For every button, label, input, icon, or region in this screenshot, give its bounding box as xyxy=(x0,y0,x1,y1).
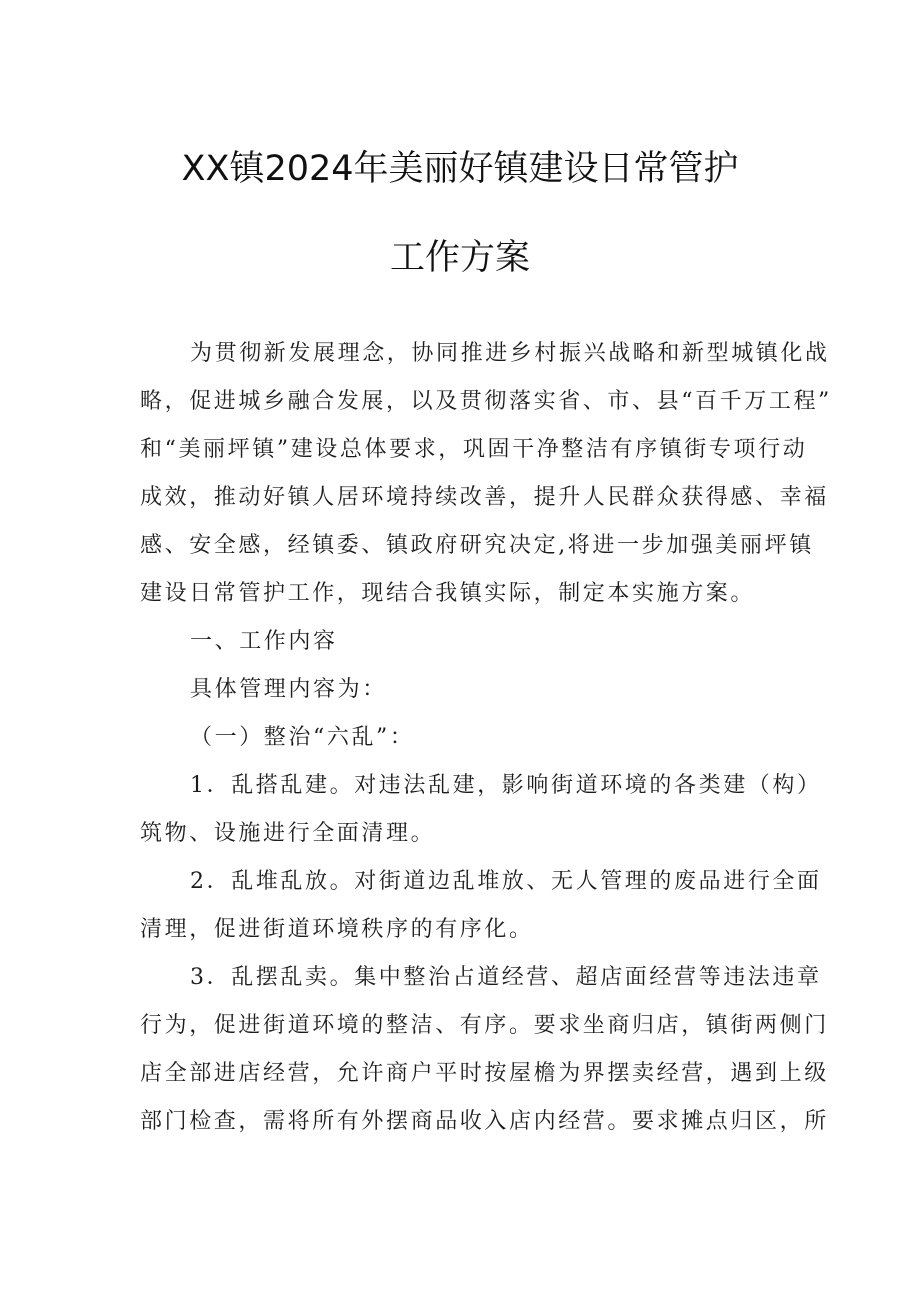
text-line: 筑物、设施进行全面清理。 xyxy=(140,821,436,846)
text-line: 行为，促进街道环境的整洁、有序。要求坐商归店，镇街两侧门 xyxy=(140,1013,829,1038)
document-body xyxy=(140,330,832,1146)
item-2-paragraph xyxy=(140,858,822,954)
text-line: 部门检查，需将所有外摆商品收入店内经营。要求摊点归区，所 xyxy=(140,1109,829,1134)
text-line: 店全部进店经营，允许商户平时按屋檐为界摆卖经营，遇到上级 xyxy=(140,1061,829,1086)
item-3-paragraph xyxy=(140,954,829,1146)
item-1-paragraph xyxy=(140,762,822,858)
text-line: 为贯彻新发展理念，协同推进乡村振兴战略和新型城镇化战 xyxy=(190,341,830,366)
text-line: 成效，推动好镇人居环境持续改善，提升人民群众获得感、幸福 xyxy=(140,485,829,510)
text-line: 略，促进城乡融合发展，以及贯彻落实省、市、县“百千万工程” xyxy=(140,389,832,414)
subsection-heading-six-chaos xyxy=(140,714,800,762)
text-line: 1．乱搭乱建。对违法乱建，影响街道环境的各类建（构） xyxy=(190,773,822,798)
text-line: 建设日常管护工作，现结合我镇实际，制定本实施方案。 xyxy=(140,581,756,606)
text-line: 3．乱摆乱卖。集中整治占道经营、超店面经营等违法违章 xyxy=(190,965,822,990)
text-line: 感、安全感，经镇委、镇政府研究决定,将进一步加强美丽坪镇 xyxy=(140,533,814,558)
text-line: 和“美丽坪镇”建设总体要求，巩固干净整洁有序镇街专项行动 xyxy=(140,437,808,462)
section-heading-work-content xyxy=(140,618,800,666)
management-intro-paragraph xyxy=(140,666,800,714)
intro-paragraph xyxy=(140,330,832,618)
text-line: 2．乱堆乱放。对街道边乱堆放、无人管理的废品进行全面 xyxy=(190,869,822,894)
document-title-line-2: 工作方案 xyxy=(389,238,530,278)
document-title-line-1: XX镇2024年美丽好镇建设日常管护 xyxy=(181,149,739,189)
management-intro-text: 具体管理内容为： xyxy=(190,677,387,702)
subsection-heading-text: （一）整治“六乱”： xyxy=(190,725,415,750)
section-heading-text: 一、工作内容 xyxy=(190,629,338,654)
text-line: 清理，促进街道环境秩序的有序化。 xyxy=(140,917,534,942)
